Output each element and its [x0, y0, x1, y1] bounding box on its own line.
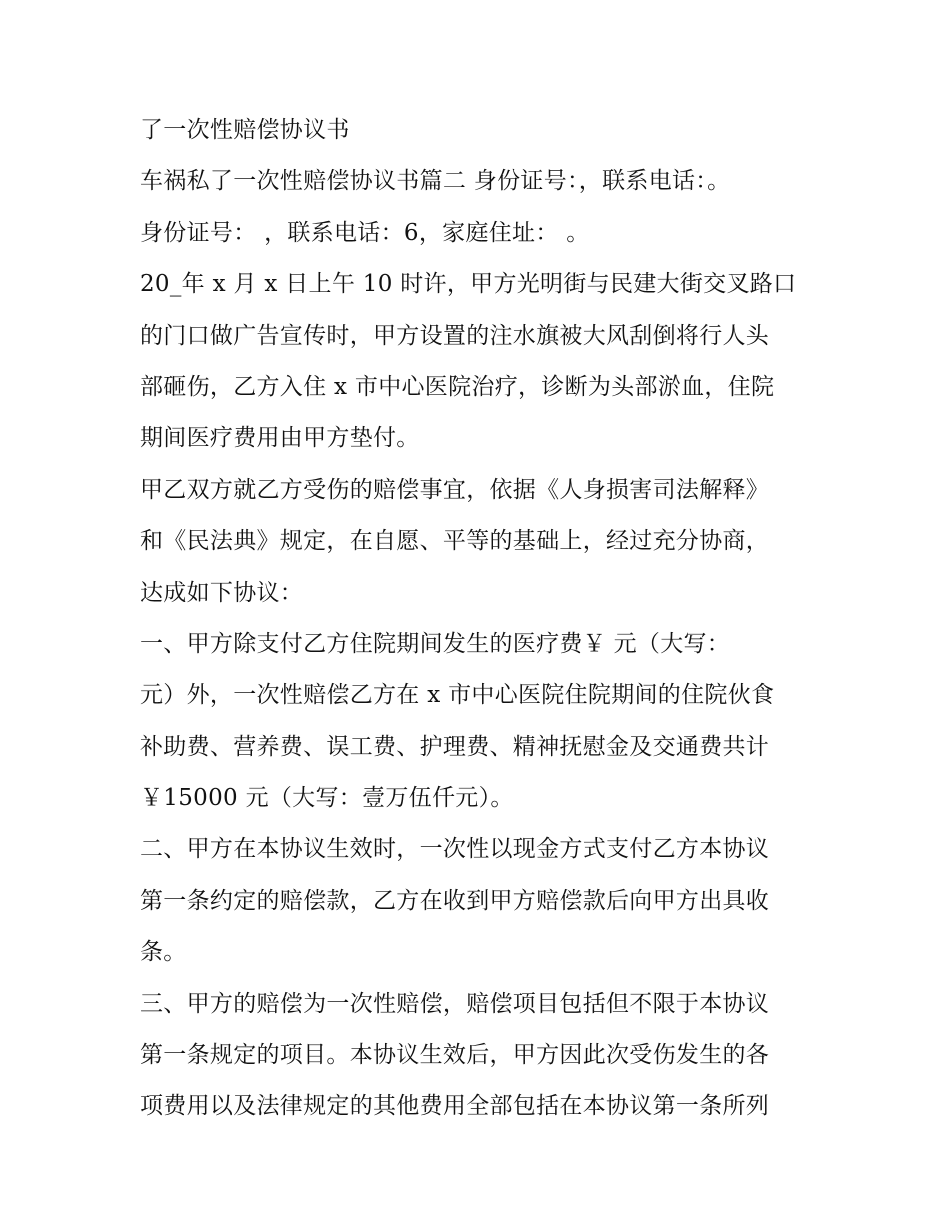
document-line: 了一次性赔偿协议书	[140, 117, 350, 143]
document-line: 一、甲方除支付乙方住院期间发生的医疗费￥ 元（大写：	[140, 630, 731, 657]
document-line: 部砸伤，乙方入住 x 市中心医院治疗，诊断为头部淤血，住院	[140, 373, 775, 400]
document-line: 二、甲方在本协议生效时，一次性以现金方式支付乙方本协议	[140, 836, 770, 863]
document-line: 第一条规定的项目。本协议生效后，甲方因此次受伤发生的各	[140, 1042, 770, 1069]
document-line: 达成如下协议：	[140, 579, 304, 606]
document-line: 第一条约定的赔偿款，乙方在收到甲方赔偿款后向甲方出具收	[140, 887, 770, 914]
document-line: 身份证号： ，联系电话：6，家庭住址： 。	[140, 219, 590, 246]
document-line: 车祸私了一次性赔偿协议书篇二 身份证号：，联系电话：。	[140, 168, 731, 195]
document-line: 20_年 x 月 x 日上午 10 时许，甲方光明街与民建大街交叉路口	[140, 271, 797, 298]
document-line: 补助费、营养费、误工费、护理费、精神抚慰金及交通费共计	[140, 733, 770, 760]
document-line: 和《民法典》规定，在自愿、平等的基础上，经过充分协商，	[140, 528, 770, 555]
document-line: 的门口做广告宣传时，甲方设置的注水旗被大风刮倒将行人头	[140, 322, 770, 349]
document-line: 三、甲方的赔偿为一次性赔偿，赔偿项目包括但不限于本协议	[140, 990, 770, 1017]
document-line: 甲乙双方就乙方受伤的赔偿事宜，依据《人身损害司法解释》	[140, 476, 770, 503]
document-line: 条。	[140, 939, 187, 966]
document-line: 项费用以及法律规定的其他费用全部包括在本协议第一条所列	[140, 1093, 770, 1120]
document-line: 元）外，一次性赔偿乙方在 x 市中心医院住院期间的住院伙食	[140, 682, 775, 709]
document-line: ￥15000 元（大写：壹万伍仟元）。	[140, 785, 514, 812]
document-body	[140, 108, 820, 1136]
document-line: 期间医疗费用由甲方垫付。	[140, 425, 420, 452]
